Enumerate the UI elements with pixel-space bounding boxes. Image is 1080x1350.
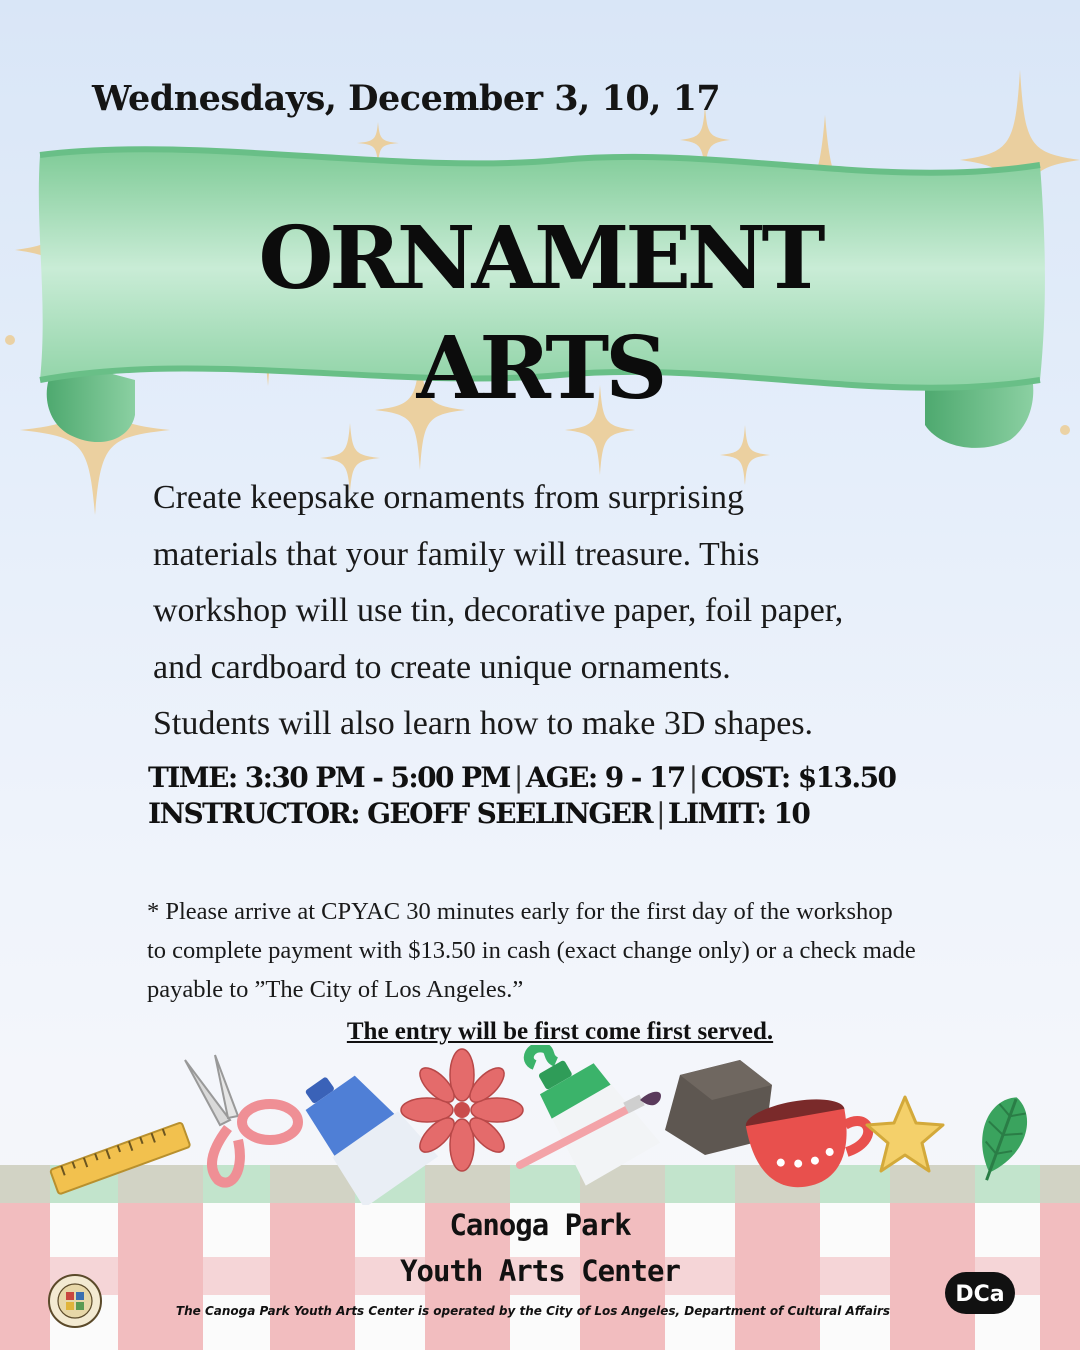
org-name-line1: Canoga Park <box>449 1208 631 1242</box>
entry-note: The entry will be first come first served. <box>346 1018 774 1045</box>
city-seal-logo <box>47 1273 103 1329</box>
leaf-icon <box>967 1090 1036 1187</box>
details-row-2 <box>148 796 1008 832</box>
time-detail: TIME: 3:30 PM - 5:00 PM <box>148 761 510 794</box>
note-line: * Please arrive at CPYAC 30 minutes early for the first day of the workshop <box>147 898 893 925</box>
description-line: Create keepsake ornaments from surprising <box>153 479 745 516</box>
event-title-line1: ORNAMENT <box>258 208 822 309</box>
paint-tube-green-icon <box>514 1045 661 1186</box>
details-row-1 <box>148 760 1008 796</box>
scissors-icon <box>185 1055 298 1183</box>
star-cookie-icon <box>867 1097 943 1171</box>
description-line: and cardboard to create unique ornaments. <box>153 648 731 686</box>
footer-note: The Canoga Park Youth Arts Center is operated by the City of Los Angeles, Department of Cultural Affairs <box>175 1304 891 1318</box>
description-line: materials that your family will treasure. This <box>153 535 760 573</box>
org-name-line2: Youth Arts Center <box>400 1254 680 1288</box>
art-supplies <box>0 1045 1080 1205</box>
separator: | <box>513 761 522 794</box>
note-line: to complete payment with $13.50 in cash (exact change only) or a check made <box>147 937 916 964</box>
ruler-icon <box>50 1122 190 1194</box>
dca-logo-text: DCa <box>955 1282 1005 1307</box>
cost-detail: COST: $13.50 <box>700 761 896 794</box>
note-line: payable to ”The City of Los Angeles.” <box>147 976 524 1003</box>
event-date: Wednesdays, December 3, 10, 17 <box>92 78 721 119</box>
event-details <box>148 760 1008 832</box>
event-title-line2: ARTS <box>416 318 664 419</box>
separator: | <box>656 797 664 830</box>
limit-detail: LIMIT: 10 <box>667 797 810 830</box>
dca-logo <box>944 1271 1016 1315</box>
separator: | <box>688 761 697 794</box>
age-detail: AGE: 9 - 17 <box>525 761 685 794</box>
event-description <box>153 470 973 753</box>
paint-tube-blue-icon <box>290 1050 438 1205</box>
instructor-detail: INSTRUCTOR: GEOFF SEELINGER <box>148 797 653 830</box>
description-line: Students will also learn how to make 3D shapes. <box>153 705 814 742</box>
description-line: workshop will use tin, decorative paper, foil paper, <box>153 592 844 629</box>
payment-note <box>147 892 1007 1009</box>
